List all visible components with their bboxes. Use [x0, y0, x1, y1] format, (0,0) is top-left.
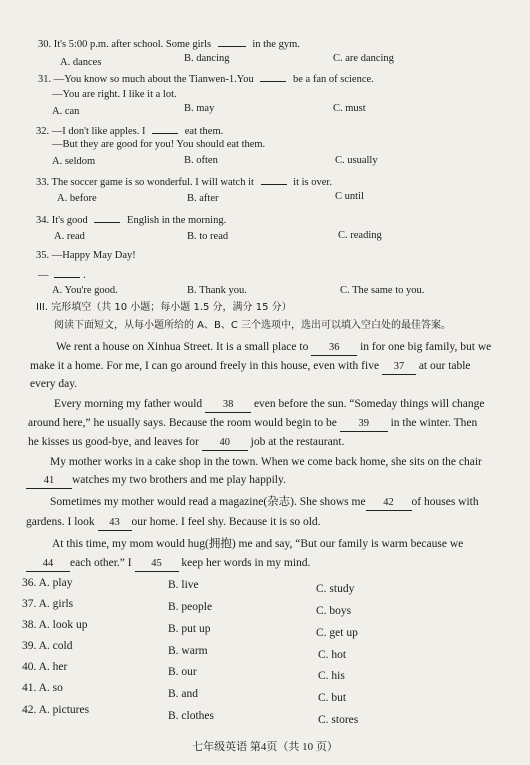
option-a: A. seldom: [52, 156, 96, 167]
blank-41: 41: [26, 474, 72, 489]
option-c: C. must: [333, 103, 366, 114]
option-b: B. Thank you.: [187, 285, 247, 296]
option-b: B. often: [184, 155, 218, 166]
answer-blank: [54, 267, 80, 278]
answer-blank: [152, 123, 178, 134]
blank-45: 45: [135, 557, 179, 572]
option-c: C. The same to you.: [340, 285, 425, 296]
blank-40: 40: [202, 436, 248, 451]
passage-line: make it a home. For me, I can go around freely in this house, even with five 37 at our table: [30, 359, 471, 375]
passage-line: We rent a house on Xinhua Street. It is a small place to 36 in for one big family, but we: [56, 340, 491, 356]
passage-line: every day.: [30, 378, 78, 390]
choice-num-a: 39. A. cold: [22, 640, 73, 652]
choice-c: C. boys: [316, 605, 352, 617]
option-c: C until: [335, 191, 364, 202]
question-tail: be a fan of science.: [293, 74, 374, 85]
choice-c: C. study: [316, 583, 355, 595]
question-stem: 32. —I don't like apples. I: [36, 126, 146, 137]
choice-c: C. his: [318, 670, 345, 682]
choice-c: C. get up: [316, 627, 358, 639]
option-a: A. You're good.: [52, 285, 118, 296]
passage-line: gardens. I look 43 our home. I feel shy. Because it is so old.: [26, 515, 321, 531]
choice-num-a: 41. A. so: [22, 682, 63, 694]
option-b: B. to read: [187, 231, 229, 242]
answer-blank: [94, 212, 120, 223]
choice-b: B. our: [168, 666, 197, 678]
choice-num-a: 42. A. pictures: [22, 704, 90, 716]
choice-c: C. stores: [318, 714, 359, 726]
choice-num-a: 37. A. girls: [22, 598, 74, 610]
question-tail: eat them.: [184, 126, 224, 137]
question-31: [38, 71, 374, 86]
option-a: A. before: [57, 193, 97, 204]
blank-37: 37: [382, 360, 416, 375]
option-c: C. reading: [338, 230, 382, 241]
option-b: B. dancing: [184, 53, 230, 64]
passage-line: he kisses us good-bye, and leaves for 40 job at the restaurant.: [28, 435, 345, 451]
passage-line: Every morning my father would 38 even before the sun. “Someday things will change: [54, 397, 485, 413]
option-c: C. usually: [335, 155, 378, 166]
blank-44: 44: [26, 557, 70, 572]
blank-39: 39: [340, 417, 388, 432]
answer-blank: [261, 174, 287, 185]
question-33: [36, 174, 332, 189]
question-35: 35. —Happy May Day!: [36, 250, 136, 261]
choice-b: B. people: [168, 601, 213, 613]
passage-line: 44 each other.” I 45 keep her words in my mind.: [26, 556, 310, 572]
question-stem: 33. The soccer game is so wonderful. I will watch it: [36, 177, 254, 188]
choice-b: B. and: [168, 688, 199, 700]
choice-b: B. live: [168, 579, 199, 591]
question-stem: 31. —You know so much about the Tianwen-1.You: [38, 74, 254, 85]
dialogue-reply: — .: [38, 267, 86, 282]
question-tail: English in the morning.: [127, 215, 227, 226]
choice-b: B. warm: [168, 645, 208, 657]
question-32: [36, 123, 223, 138]
dialogue-reply: —You are right. I like it a lot.: [52, 89, 177, 100]
passage-line: Sometimes my mother would read a magazine(杂志). She shows me 42 of houses with: [50, 495, 479, 511]
choice-b: B. put up: [168, 623, 211, 635]
blank-36: 36: [311, 341, 357, 356]
option-a: A. can: [52, 106, 80, 117]
section-title: III. 完形填空（共 10 小题；每小题 1.5 分，满分 15 分）: [36, 302, 292, 313]
option-b: B. after: [187, 193, 219, 204]
choice-num-a: 38. A. look up: [22, 619, 88, 631]
passage-line: At this time, my mom would hug(拥抱) me and say, “But our family is warm because we: [52, 538, 464, 550]
choice-c: C. but: [318, 692, 347, 704]
section-instruction: 阅读下面短文，从每小题所给的 A、B、C 三个选项中，选出可以填入空白处的最佳答案。: [54, 320, 452, 331]
question-30: [38, 36, 300, 51]
blank-42: 42: [366, 496, 412, 511]
question-34: [36, 212, 226, 227]
option-b: B. may: [184, 103, 215, 114]
question-tail: in the gym.: [252, 39, 300, 50]
question-tail: it is over.: [293, 177, 332, 188]
passage-line: around here,” he usually says. Because the room would begin to be 39 in the winter. Then: [28, 416, 477, 432]
choice-c: C. hot: [318, 649, 347, 661]
passage-line: My mother works in a cake shop in the town. When we come back home, she sits on the chair: [50, 456, 482, 468]
question-stem: 30. It's 5:00 p.m. after school. Some girls: [38, 39, 212, 50]
passage-line: 41 watches my two brothers and me play happily.: [26, 473, 286, 489]
choice-num-a: 36. A. play: [22, 577, 73, 589]
option-c: C. are dancing: [333, 53, 394, 64]
option-a: A. dances: [60, 57, 102, 68]
page-footer: 七年级英语 第4页（共 10 页）: [192, 741, 338, 753]
blank-38: 38: [205, 398, 251, 413]
choice-b: B. clothes: [168, 710, 214, 722]
option-a: A. read: [54, 231, 85, 242]
question-stem: 34. It's good: [36, 215, 88, 226]
answer-blank: [260, 71, 286, 82]
choice-num-a: 40. A. her: [22, 661, 68, 673]
answer-blank: [218, 36, 246, 47]
blank-43: 43: [98, 516, 132, 531]
dialogue-reply: —But they are good for you! You should eat them.: [52, 139, 266, 150]
